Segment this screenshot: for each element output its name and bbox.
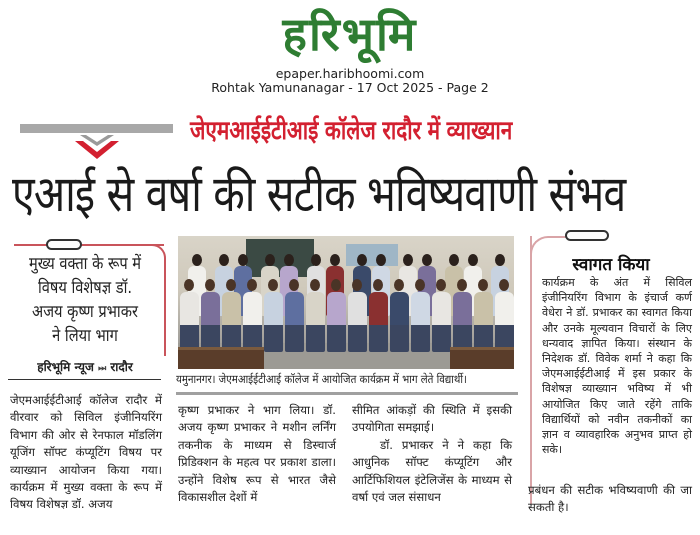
column-3-para-2	[352, 437, 512, 507]
person-head	[311, 254, 321, 266]
column-3-para-1: सीमित आंकड़ों की स्थिति में इसकी उपयोगिता समझाई।	[352, 403, 512, 435]
double-chevron-down-icon	[72, 135, 122, 161]
person-head	[373, 279, 383, 291]
person-head	[468, 254, 478, 266]
person-head	[436, 279, 446, 291]
person-head	[499, 279, 509, 291]
person-front	[180, 292, 199, 352]
desk-right	[450, 347, 514, 369]
group-photo	[178, 236, 514, 369]
person-head	[184, 279, 194, 291]
caption-rule	[176, 392, 518, 395]
person-front	[390, 292, 409, 352]
article-headline: एआई से वर्षा की सटीक भविष्यवाणी संभव	[12, 165, 626, 223]
column-3-para-2-text: डॉ. प्रभाकर ने ने कहा कि आधुनिक सॉफ्ट कंप्यूटिंग और आर्टिफिशियल इंटेलिजेंस के माध्यम से वर्षा एवं जल संसाधन	[352, 437, 512, 505]
sidebar-body: कार्यक्रम के अंत में सिविल इंजीनियरिंग विभाग के इंचार्ज कर्ण वेधेरा ने डॉ. प्रभाकर का स्वागत किया और उनके मूल्यवान विचारों के लिए धन्यवाद ज्ञापित किया। संस्थान के निदेशक डॉ. विवेक शर्मा ने कहा कि जेएमआईईटीआई में इस प्रकार के विशेषज्ञ व्याख्यान भविष्य में भी आयोजित किए जाते रहेंगे ताकि विद्यार्थियों को नवीन तकनीकों का ज्ञान व व्यावहारिक अनुभव प्राप्त हो सके।	[542, 276, 692, 457]
byline-rule	[8, 379, 161, 380]
sidebar-pill	[565, 230, 609, 241]
person-head	[268, 279, 278, 291]
edition-line: Rohtak Yamunanagar - 17 Oct 2025 - Page 2	[211, 80, 489, 95]
person-head	[284, 254, 294, 266]
person-front	[264, 292, 283, 352]
byline-source: हरिभूमि न्यूज	[37, 360, 94, 374]
person-head	[330, 254, 340, 266]
pull-quote	[10, 238, 158, 356]
quote-pill	[46, 239, 82, 250]
person-front	[411, 292, 430, 352]
person-front	[201, 292, 220, 352]
person-head	[357, 254, 367, 266]
byline	[10, 358, 160, 375]
person-head	[457, 279, 467, 291]
epaper-url[interactable]: epaper.haribhoomi.com	[275, 66, 425, 81]
quote-rule	[14, 244, 164, 246]
quote-corner	[150, 244, 166, 356]
person-head	[265, 254, 275, 266]
person-front	[369, 292, 388, 352]
person-head	[226, 279, 236, 291]
person-front	[327, 292, 346, 352]
person-head	[205, 279, 215, 291]
person-head	[352, 279, 362, 291]
person-front	[222, 292, 241, 352]
person-head	[310, 279, 320, 291]
column-4-text: प्रबंधन की सटीक भविष्यवाणी की जा सकती है।	[528, 483, 692, 515]
quote-line-1: मुख्य वक्ता के रूप में	[28, 254, 142, 274]
kicker-bar	[20, 124, 173, 133]
quote-line-4: ने लिया भाग	[52, 326, 118, 346]
person-front	[285, 292, 304, 352]
person-head	[331, 279, 341, 291]
person-head	[415, 279, 425, 291]
person-head	[422, 254, 432, 266]
person-head	[289, 279, 299, 291]
quote-text	[21, 252, 150, 348]
person-head	[495, 254, 505, 266]
body-column-2	[178, 402, 336, 506]
quote-line-3: अजय कृष्ण प्रभाकर	[32, 302, 138, 322]
fast-forward-icon: ⏭	[98, 364, 107, 374]
column-2-text: कृष्ण प्रभाकर ने भाग लिया। डॉ. अजय कृष्ण प्रभाकर ने मशीन लर्निंग तकनीक के माध्यम से डिस्चार्ज प्रिडिक्शन के महत्व पर प्रकाश डाला। उन्होंने विशेष रूप से भारत जैसे विकासशील देशों में	[178, 403, 336, 505]
person-head	[192, 254, 202, 266]
person-head	[219, 254, 229, 266]
person-front	[474, 292, 493, 352]
body-column-1	[10, 392, 162, 514]
person-head	[478, 279, 488, 291]
desk-left	[178, 347, 264, 369]
sidebar-rule	[530, 236, 532, 504]
body-column-3	[352, 402, 512, 506]
body-column-4	[528, 482, 692, 517]
sidebar-title: स्वागत किया	[572, 255, 650, 275]
article-kicker: जेएमआईईटीआई कॉलेज रादौर में व्याख्यान	[190, 116, 513, 146]
person-front	[453, 292, 472, 352]
person-front	[495, 292, 514, 352]
person-head	[394, 279, 404, 291]
haribhoomi-logo: हरिभूमि	[282, 7, 418, 61]
person-front	[306, 292, 325, 352]
person-head	[238, 254, 248, 266]
quote-line-2: विषय विशेषज्ञ डॉ.	[37, 278, 133, 298]
person-head	[403, 254, 413, 266]
person-head	[247, 279, 257, 291]
projector-screen	[346, 244, 398, 266]
person-head	[376, 254, 386, 266]
person-front	[432, 292, 451, 352]
byline-location: रादौर	[110, 360, 133, 374]
person-front	[348, 292, 367, 352]
column-1-text: जेएमआईईटीआई कॉलेज रादौर में वीरवार को सिविल इंजीनियरिंग विभाग की ओर से रेनफाल मॉडलिंग यूजिंग सॉफ्ट कंप्यूटिंग विषय पर व्याख्यान आयोजन किया गया। कार्यक्रम में मुख्य वक्ता के रूप में विषय विशेषज्ञ डॉ. अजय	[10, 393, 162, 512]
person-front	[243, 292, 262, 352]
masthead	[0, 0, 700, 100]
person-head	[449, 254, 459, 266]
photo-caption: यमुनानगर। जेएमआईईटीआई कॉलेज में आयोजित कार्यक्रम में भाग लेते विद्यार्थी।	[176, 372, 467, 386]
